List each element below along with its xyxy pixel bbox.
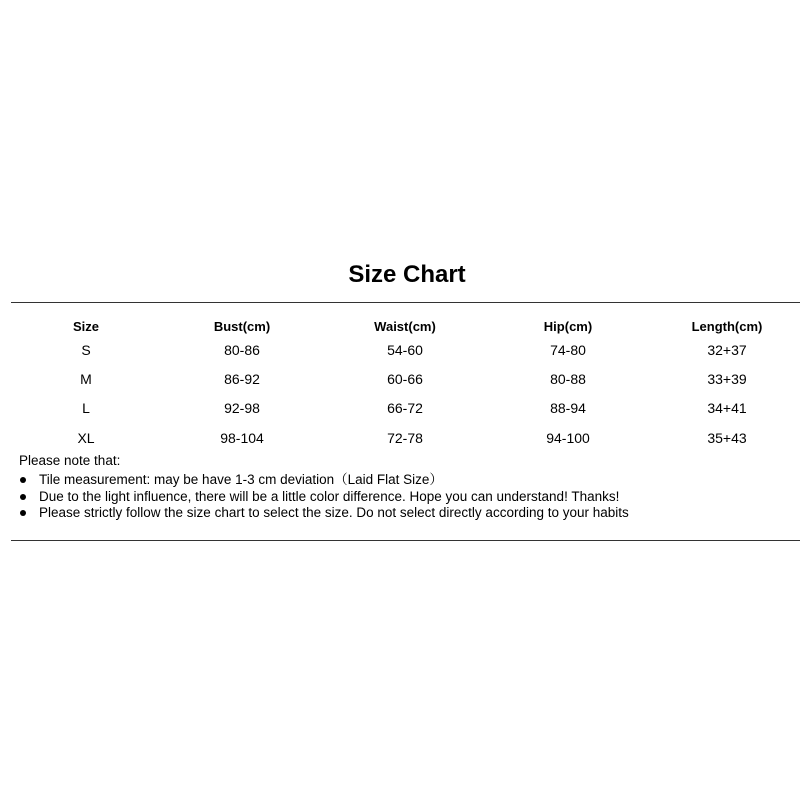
table-cell-length: 34+41 <box>707 400 747 416</box>
table-cell-length: 32+37 <box>707 342 747 358</box>
table-cell-waist: 54-60 <box>387 342 423 358</box>
note-text: Please strictly follow the size chart to select the size. Do not select directly according to your habits <box>39 505 629 521</box>
bullet-icon <box>20 494 26 500</box>
table-cell-length: 33+39 <box>707 371 747 387</box>
table-cell-bust: 86-92 <box>224 371 260 387</box>
notes-intro: Please note that: <box>19 453 121 468</box>
top-divider <box>11 302 800 303</box>
table-cell-length: 35+43 <box>707 430 747 446</box>
table-cell-size: M <box>80 371 92 387</box>
table-cell-waist: 66-72 <box>387 400 423 416</box>
list-item <box>19 472 629 489</box>
page-title: Size Chart <box>348 261 466 288</box>
table-cell-waist: 60-66 <box>387 371 423 387</box>
bullet-icon <box>20 510 26 516</box>
table-header-size: Size <box>72 319 99 334</box>
table-header-waist: Waist(cm) <box>374 319 436 334</box>
notes-list <box>19 472 629 522</box>
table-cell-hip: 88-94 <box>550 400 586 416</box>
bottom-divider <box>11 540 800 541</box>
table-cell-size: S <box>81 342 91 358</box>
table-cell-hip: 94-100 <box>546 430 590 446</box>
table-cell-hip: 74-80 <box>550 342 586 358</box>
table-header-bust: Bust(cm) <box>213 319 271 334</box>
table-cell-waist: 72-78 <box>387 430 423 446</box>
table-cell-hip: 80-88 <box>550 371 586 387</box>
table-cell-bust: 98-104 <box>220 430 264 446</box>
table-cell-bust: 92-98 <box>224 400 260 416</box>
table-cell-size: XL <box>77 430 95 446</box>
bullet-icon <box>20 477 26 483</box>
list-item <box>19 489 629 506</box>
note-text: Tile measurement: may be have 1-3 cm deviation（Laid Flat Size） <box>39 472 443 488</box>
table-header-hip: Hip(cm) <box>543 319 593 334</box>
table-header-length: Length(cm) <box>691 319 763 334</box>
list-item <box>19 505 629 522</box>
table-cell-bust: 80-86 <box>224 342 260 358</box>
table-cell-size: L <box>82 400 90 416</box>
note-text: Due to the light influence, there will be a little color difference. Hope you can understand! Thanks! <box>39 488 620 504</box>
